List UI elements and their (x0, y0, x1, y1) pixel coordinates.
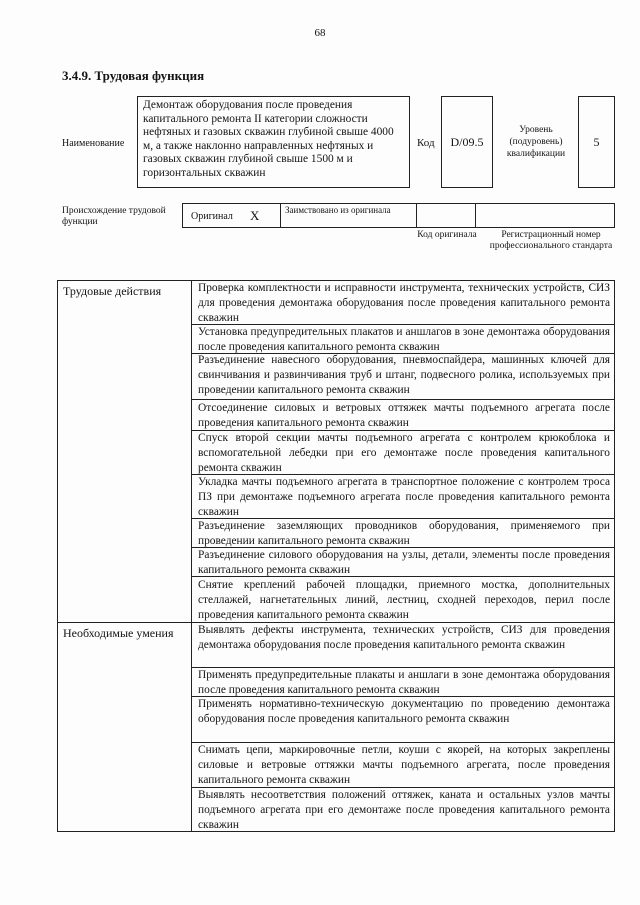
table-row: Проверка комплектности и исправности инструмента, технических устройств, СИЗ для проведения демонтажа оборудования после проведения капитального ремонта скважин (198, 282, 610, 324)
page-number: 68 (314, 27, 326, 39)
section-title: 3.4.9. Трудовая функция (62, 68, 205, 83)
reg-number-caption: Регистрационный номер профессионального стандарта (489, 230, 613, 251)
function-name-box: Демонтаж оборудования после проведения капитального ремонта II категории сложности нефтяных и газовых скважин глубиной свыше 4000 м, а также наклонно направленных нефтяных и газовых скважин глубиной свыше 1500 м и горизонтальных скважин (137, 96, 410, 188)
code-label: Код (417, 137, 435, 149)
code-original-cell (417, 204, 476, 227)
origin-table (182, 203, 615, 228)
table-row: Спуск второй секции мачты подъемного агрегата с контролем крюкоблока и вспомогательной лебедки при его демонтаже после проведения капитального ремонта скважин (198, 432, 610, 474)
table-row: Разъединение заземляющих проводников оборудования, применяемого при проведении капитального ремонта скважин (198, 520, 610, 547)
table-row: Выявлять несоответствия положений оттяжек, каната и остальных узлов мачты подъемного агрегата при его демонтаже после проведения капитального ремонта скважин (198, 789, 610, 831)
origin-label: Происхождение трудовой функции (62, 206, 166, 227)
original-cell (183, 204, 281, 227)
table-row: Снятие креплений рабочей площадки, приемного мостка, дополнительных стеллажей, нагнетательных линий, лестниц, сходней переходов, перил после проведения капитального ремонта скважин (198, 579, 610, 621)
code-box (441, 96, 493, 188)
table-row: Отсоединение силовых и ветровых оттяжек мачты подъемного агрегата после проведения капитального ремонта скважин (198, 402, 610, 429)
reg-number-cell (476, 204, 614, 227)
table-row: Разъединение навесного оборудования, пневмоспайдера, машинных ключей для свинчивания и развинчивания труб и штанг, подвесного ролика, используемых при проведении капитального ремонта скважин (198, 354, 610, 396)
qualification-level-label: Уровень (подуровень) квалификации (506, 125, 566, 159)
name-label: Наименование (62, 138, 125, 149)
table-row: Установка предупредительных плакатов и аншлагов в зоне демонтажа оборудования после проведения капитального ремонта скважин (198, 326, 610, 353)
level-value: 5 (593, 134, 600, 149)
borrowed-cell (281, 204, 417, 227)
code-value: D/09.5 (450, 134, 484, 149)
table-row: Разъединение силового оборудования на узлы, детали, элементы после проведения капитального ремонта скважин (198, 549, 610, 576)
row-divider (192, 399, 614, 400)
category-labor-actions: Трудовые действия (63, 284, 162, 298)
code-original-caption: Код оригинала (417, 230, 477, 240)
level-box (578, 96, 615, 188)
table-row: Укладка мачты подъемного агрегата в транспортное положение с контролем троса ПЗ при демонтаже подъемного агрегата после проведения капитального ремонта скважин (198, 476, 610, 518)
original-label: Оригинал (191, 211, 233, 222)
table-row: Выявлять дефекты инструмента, технических устройств, СИЗ для проведения демонтажа оборудования после проведения капитального ремонта скважин (198, 624, 610, 651)
table-row: Применять нормативно-техническую документацию по проведению демонтажа оборудования после проведения капитального ремонта скважин (198, 698, 610, 725)
row-divider (192, 576, 614, 577)
category-required-skills: Необходимые умения (63, 626, 174, 640)
table-row: Применять предупредительные плакаты и аншлаги в зоне демонтажа оборудования после проведения капитального ремонта скважин (198, 669, 610, 696)
table-row: Снимать цепи, маркировочные петли, коуши с якорей, на которых закреплены силовые и ветровые оттяжки мачты подъемного агрегата, после проведения капитального ремонта скважин (198, 744, 610, 786)
column-divider (191, 281, 192, 831)
borrowed-label: Заимствовано из оригинала (285, 205, 391, 215)
original-mark: X (250, 208, 260, 223)
function-details-table (57, 280, 615, 832)
